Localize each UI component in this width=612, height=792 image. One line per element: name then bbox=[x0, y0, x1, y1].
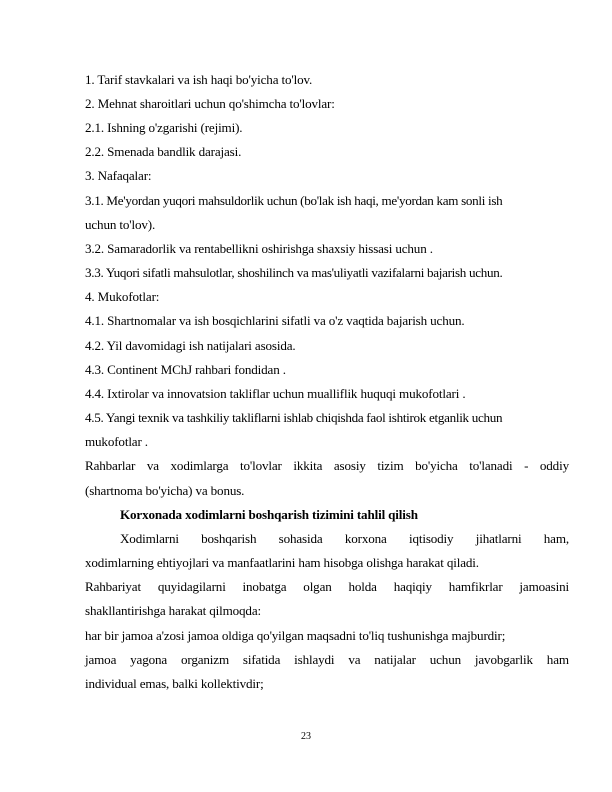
word: javobgarlik bbox=[474, 652, 533, 667]
word: - bbox=[524, 458, 529, 473]
word: to'lovlar bbox=[240, 458, 282, 473]
word: bo'yicha bbox=[415, 458, 458, 473]
word: xodimlarga bbox=[170, 458, 229, 473]
justified-line bbox=[120, 531, 569, 547]
word: jamoasini bbox=[519, 579, 569, 594]
word: tizim bbox=[377, 458, 404, 473]
word: oddiy bbox=[539, 458, 569, 473]
word: Rahbariyat bbox=[85, 579, 141, 594]
text-line: shakllantirishga harakat qilmoqda: bbox=[85, 603, 261, 618]
word: va bbox=[348, 652, 361, 667]
word: quyidagilarni bbox=[157, 579, 226, 594]
word: ham bbox=[546, 652, 569, 667]
word: korxona bbox=[344, 531, 387, 546]
text-line: har bir jamoa a'zosi jamoa oldiga qo'yilgan maqsadni to'liq tushunishga majburdir; bbox=[85, 628, 506, 643]
word: yagona bbox=[130, 652, 168, 667]
word: jamoa bbox=[85, 652, 117, 667]
word: ishlaydi bbox=[294, 652, 335, 667]
text-line: (shartnoma bo'yicha) va bonus. bbox=[85, 483, 245, 498]
text-line: 4.1. Shartnomalar va ish bosqichlarini sifatli va o'z vaqtida bajarish uchun. bbox=[85, 313, 465, 328]
word: natijalar bbox=[374, 652, 416, 667]
word: iqtisodiy bbox=[408, 531, 454, 546]
word: olgan bbox=[303, 579, 332, 594]
word: ikkita bbox=[293, 458, 323, 473]
text-line: 2.2. Smenada bandlik darajasi. bbox=[85, 144, 242, 159]
text-line: 1. Tarif stavkalari va ish haqi bo'yicha to'lov. bbox=[85, 72, 313, 87]
word: Rahbarlar bbox=[85, 458, 136, 473]
section-heading: Korxonada xodimlarni boshqarish tizimini tahlil qilish bbox=[120, 507, 418, 522]
text-line: 2.1. Ishning o'zgarishi (rejimi). bbox=[85, 120, 243, 135]
word: hamfikrlar bbox=[448, 579, 503, 594]
word: boshqarish bbox=[201, 531, 257, 546]
text-line: 4.3. Continent MChJ rahbari fondidan . bbox=[85, 362, 286, 377]
word: jihatlarni bbox=[475, 531, 522, 546]
text-line: 4. Mukofotlar: bbox=[85, 289, 160, 304]
text-line: 2. Mehnat sharoitlari uchun qo'shimcha to'lovlar: bbox=[85, 96, 335, 111]
text-line: 4.5. Yangi texnik va tashkiliy takliflarni ishlab chiqishda faol ishtirok etganlik uchun bbox=[85, 410, 503, 425]
word: haqiqiy bbox=[393, 579, 432, 594]
word: va bbox=[146, 458, 159, 473]
word: organizm bbox=[180, 652, 229, 667]
text-line: 3.1. Me'yordan yuqori mahsuldorlik uchun (bo'lak ish haqi, me'yordan kam sonli ish bbox=[85, 193, 503, 208]
justified-line bbox=[85, 458, 569, 474]
word: holda bbox=[348, 579, 377, 594]
text-line: 3. Nafaqalar: bbox=[85, 168, 152, 183]
text-line: 3.2. Samaradorlik va rentabellikni oshirishga shaxsiy hissasi uchun . bbox=[85, 241, 433, 256]
word: uchun bbox=[429, 652, 461, 667]
text-line: mukofotlar . bbox=[85, 434, 148, 449]
word: inobatga bbox=[242, 579, 287, 594]
word: ham, bbox=[543, 531, 569, 546]
text-line: individual emas, balki kollektivdir; bbox=[85, 676, 264, 691]
text-line: 4.4. Ixtirolar va innovatsion takliflar uchun mualliflik huquqi mukofotlari . bbox=[85, 386, 466, 401]
word: Xodimlarni bbox=[120, 531, 179, 546]
word: sifatida bbox=[242, 652, 281, 667]
page-number: 23 bbox=[301, 731, 311, 742]
word: to'lanadi bbox=[469, 458, 513, 473]
justified-line bbox=[85, 579, 569, 595]
justified-line bbox=[85, 652, 569, 668]
word: sohasida bbox=[278, 531, 323, 546]
text-line: 3.3. Yuqori sifatli mahsulotlar, shoshilinch va mas'uliyatli vazifalarni bajarish uchun. bbox=[85, 265, 503, 280]
text-line: 4.2. Yil davomidagi ish natijalari asosida. bbox=[85, 338, 296, 353]
text-line: uchun to'lov). bbox=[85, 217, 156, 232]
text-line: xodimlarning ehtiyojlari va manfaatlarini ham hisobga olishga harakat qiladi. bbox=[85, 555, 479, 570]
word: asosiy bbox=[333, 458, 366, 473]
